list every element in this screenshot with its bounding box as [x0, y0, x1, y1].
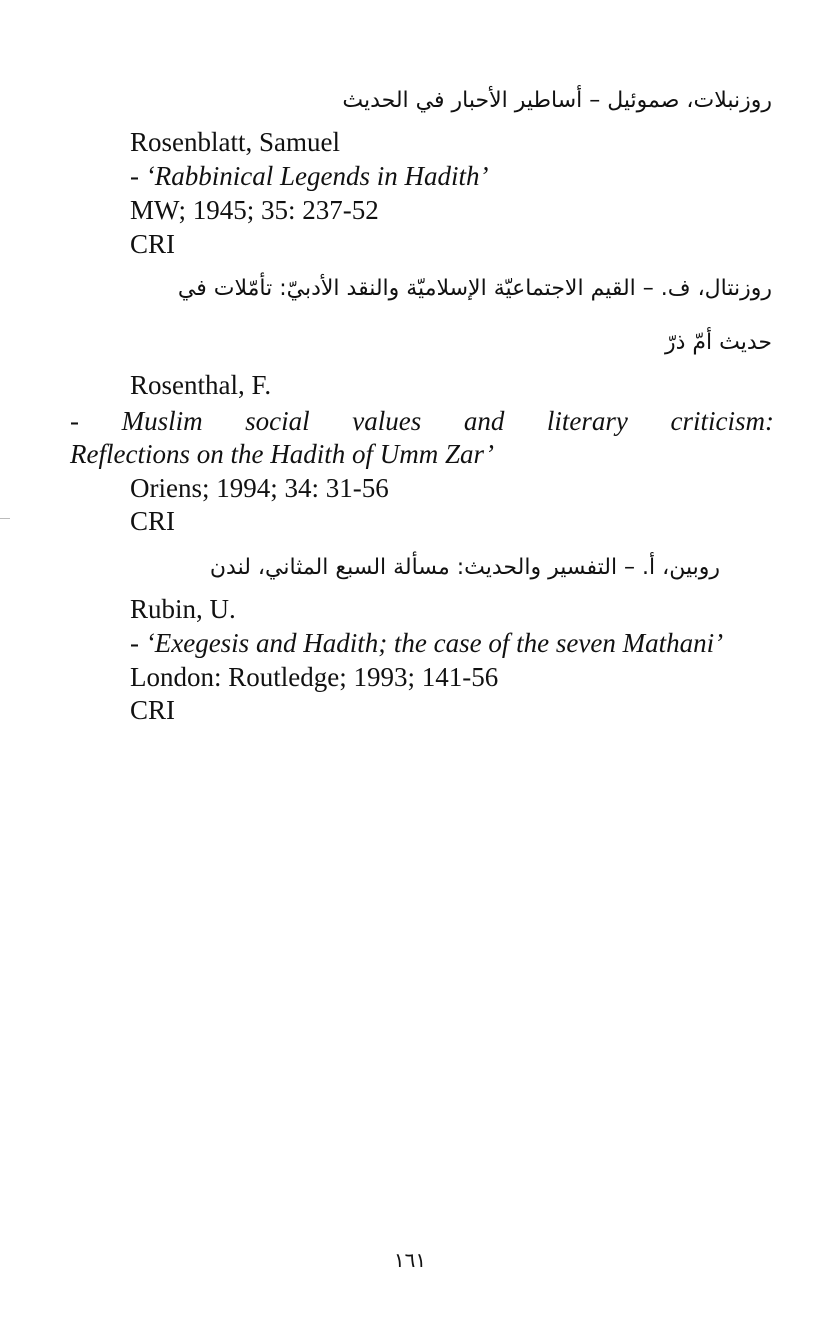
entry-1-arabic: روزنبلات، صموئيل – أساطير الأحبار في الحديث — [342, 88, 772, 113]
entry-1-source: MW; 1945; 35: 237-52 — [130, 195, 379, 225]
entry-3-title: - ‘Exegesis and Hadith; the case of the seven Mathani’ — [130, 628, 724, 658]
entry-2-code: CRI — [130, 506, 176, 536]
entry-3-arabic: روبين، أ. – التفسير والحديث: مسألة السبع المثاني، لندن — [209, 555, 720, 580]
entry-2-title-line-2: Reflections on the Hadith of Umm Zar’ — [70, 439, 494, 469]
entry-2-author: Rosenthal, F. — [130, 370, 272, 400]
entry-3-code: CRI — [130, 695, 176, 725]
entry-2-arabic-line-2: حديث أمّ ذرّ — [664, 330, 772, 355]
entry-1-author: Rosenblatt, Samuel — [130, 127, 340, 157]
entry-3-author: Rubin, U. — [130, 594, 236, 624]
entry-2-source: Oriens; 1994; 34: 31-56 — [130, 473, 389, 503]
entry-3-source: London: Routledge; 1993; 141-56 — [130, 662, 499, 692]
margin-mark — [0, 518, 10, 519]
entry-2-title-line-1: - Muslim social values and literary criticism: — [70, 406, 774, 436]
page-number: ١٦١ — [393, 1248, 427, 1272]
entry-2-arabic-line-1: روزنتال، ف. – القيم الاجتماعيّة الإسلاميّة والنقد الأدبيّ: تأمّلات في — [177, 276, 772, 301]
entry-1-title: - ‘Rabbinical Legends in Hadith’ — [130, 161, 489, 191]
entry-1-code: CRI — [130, 229, 176, 259]
